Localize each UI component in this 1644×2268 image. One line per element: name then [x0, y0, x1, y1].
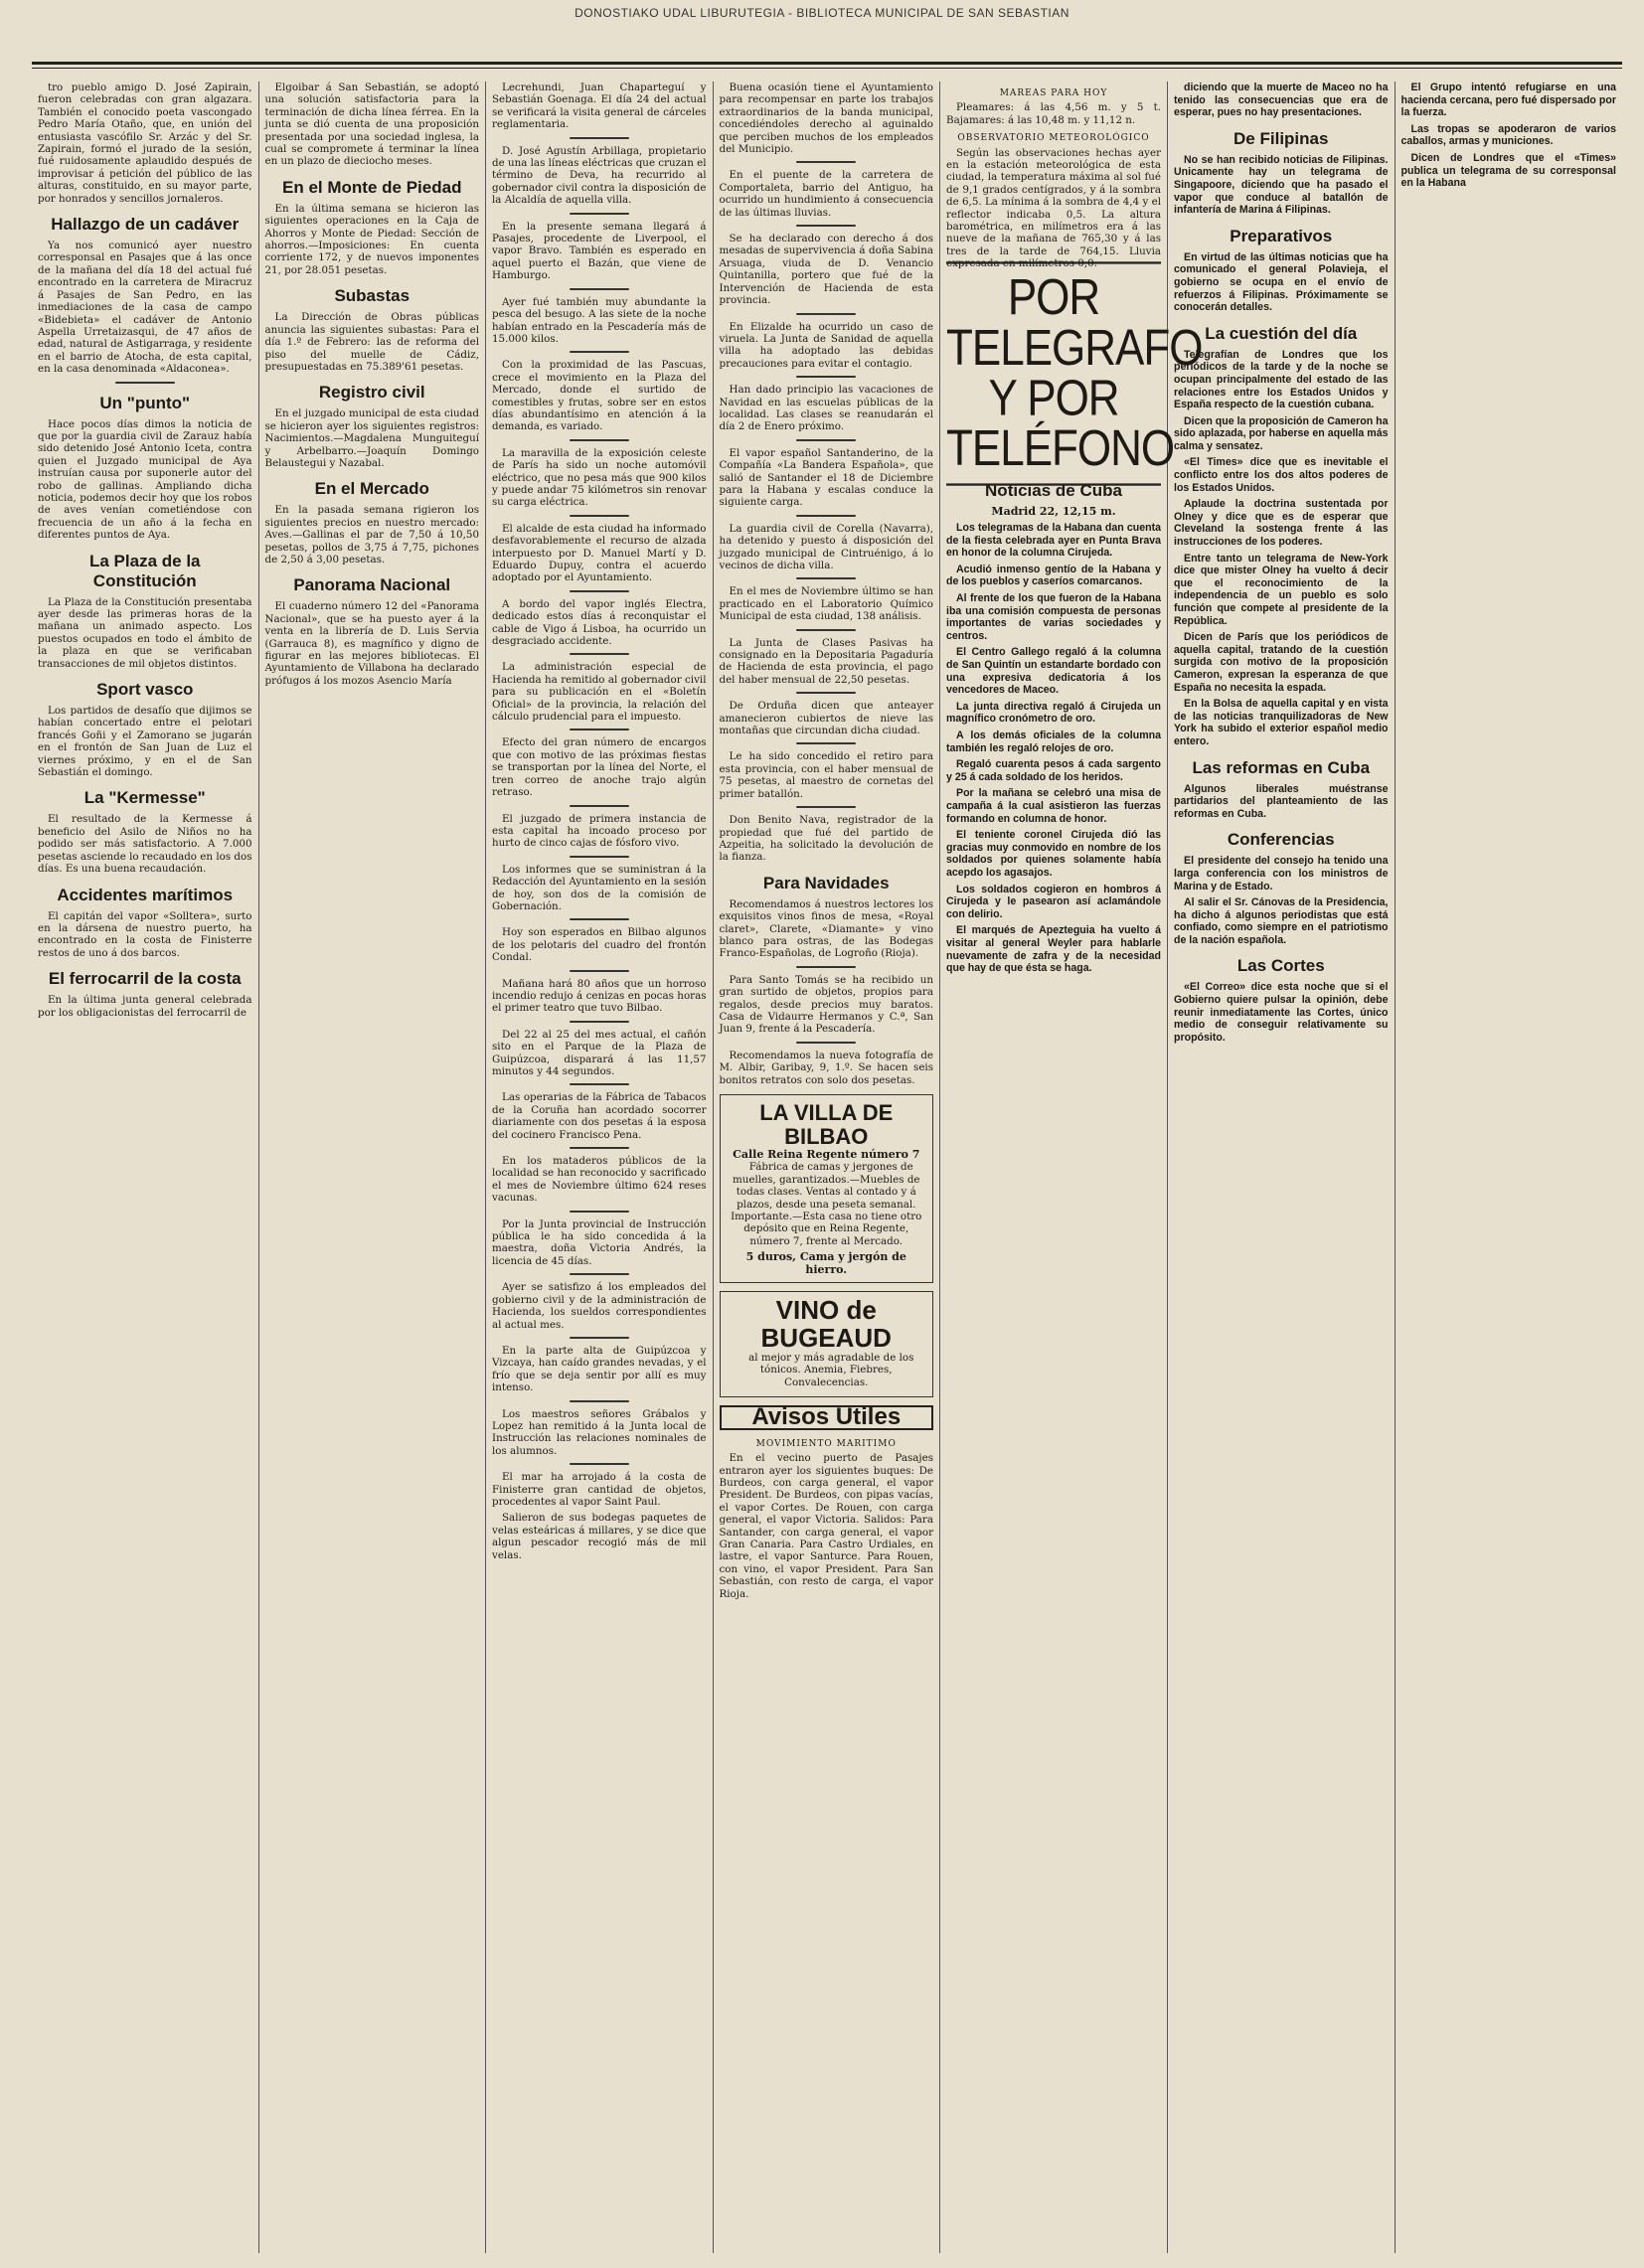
separator	[796, 1042, 856, 1044]
separator	[570, 970, 629, 972]
paragraph: Dicen que la proposición de Cameron ha sido aplazada, por haberse en aquella más calma y sensatez.	[1174, 414, 1389, 452]
paragraph: El capitán del vapor «Solltera», surto en la dársena de nuestro puerto, ha encontrado en la costa de Finisterre restos de uno á dos barcos.	[38, 909, 252, 959]
paragraph: Elgoibar á San Sebastián, se adoptó una solución satisfactoria para la terminación de dicha línea férrea. En la junta se dió cuenta de una proposición presentada por una sociedad inglesa, la cual se compromete á terminar la línea en un plazo de dieciocho meses.	[264, 81, 479, 168]
paragraph: Dicen de París que los periódicos de aquella capital, tratando de la cuestión surgida con motivo de la proposición Cameron, expresan la esperanza de que España no necesita la espada.	[1174, 631, 1389, 694]
paragraph: Los informes que se suministran á la Redacción del Ayuntamiento en la sesión de hoy, son dos de la comisión de Gobernación.	[492, 863, 707, 912]
headline: Para Navidades	[762, 873, 890, 892]
separator	[796, 439, 856, 441]
paragraph: A bordo del vapor inglés Electra, dedicado estos días á reconquistar el cable de Vigo á Lisboa, ha ocurrido un desgraciado accidente.	[492, 597, 707, 648]
separator	[570, 515, 629, 517]
paragraph: En el puente de la carretera de Comportaleta, barrio del Antiguo, ha ocurrido un hundimiento á consecuencia de las últimas lluvias.	[719, 169, 933, 219]
paragraph: Según las observaciones hechas ayer en la estación meteorológica de esta ciudad, la temperatura máxima al sol fué de 9,1 grados centígrados, y á la sombra de 6,5. La mínima á la sombra de 4,4 y el reflector indicaba 0,5. La altura barométrica, en milímetros era á las nueve de la mañana de 765,30 y á las tres de la tarde de 764,15. Lluvia expresada en milímetros 0,0.	[946, 146, 1161, 270]
ad-text: Fábrica de camas y jergones de muelles, garantizados.—Muebles de todas clases. Ventas al contado y á plazos, desde una peseta semanal. Importante.—Esta casa no tiene otro depósito que en Reina Regente, número 7, frente al Mercado.	[731, 1161, 922, 1247]
separator	[570, 856, 629, 858]
paragraph: Para Santo Tomás se ha recibido un gran surtido de objetos, propios para regalos, desde precios muy baratos. Casa de Vidaurre Hermanos y C.ª, San Juan 9, frente á la Pescadería.	[719, 973, 933, 1036]
paragraph: El cuaderno número 12 del «Panorama Nacional», que se ha puesto ayer á la venta en la librería de D. Luis Servia (Garrauca 8), es magnífico y digno de figurar en las mejores bibliotecas. El Ayuntamiento de Villabona ha declarado prófugos á los mozos Asencio María	[264, 600, 479, 687]
separator	[570, 1021, 629, 1023]
dateline: Madrid 22, 12,15 m.	[991, 504, 1116, 518]
paragraph: En el vecino puerto de Pasajes entraron ayer los siguientes buques: De Burdeos, con carga general, el vapor President. De Burdeos, con pipas vacías, el vapor Cortes. De Rouen, con carga general, el vapor Victoria. Salidos: Para Santander, con carga general, el vapor Gran Canaria. Para Castro Urdiales, en lastre, el vapor Santurce. Para Rouen, con vino, el vapor President. Para San Sebastián, con resto de carga, el vapor Rioja.	[719, 1452, 933, 1600]
telegram-block	[946, 522, 1161, 975]
paragraph: El marqués de Apezteguia ha vuelto á visitar al general Weyler para hablarle nuevamente de zafra y de la necesidad que hay de que ésta se haga.	[946, 924, 1161, 975]
paragraph: Aplaude la doctrina sustentada por Olney y dice que es de esperar que Cleveland la sostenga frente á las instrucciones de los poderes.	[1174, 498, 1389, 549]
separator	[570, 1083, 629, 1085]
paragraph: El mar ha arrojado á la costa de Finisterre gran cantidad de objetos, procedentes al vapor Saint Paul.	[492, 1471, 707, 1508]
headline: La Plaza de la Constitución	[89, 551, 201, 590]
paragraph: Regaló cuarenta pesos á cada sargento y 25 á cada soldado de los heridos.	[946, 758, 1161, 783]
paragraph: A los demás oficiales de la columna también les regaló relojes de oro.	[946, 729, 1161, 754]
ad-title: LA VILLA DE BILBAO	[759, 1100, 894, 1149]
paragraph: En los mataderos públicos de la localidad se han reconocido y sacrificado el mes de Noviembre último 624 reses vacunas.	[492, 1155, 707, 1205]
separator	[570, 1211, 629, 1213]
paragraph: Han dado principio las vacaciones de Navidad en las escuelas públicas de la localidad. Las clases se reanudarán el día 2 de Enero próximo.	[719, 384, 933, 433]
separator	[570, 729, 629, 730]
separator	[796, 161, 856, 163]
paragraph: Salieron de sus bodegas paquetes de velas esteáricas á millares, y se dice que algun pescador recogió más de mil velas.	[492, 1512, 707, 1561]
separator	[570, 137, 629, 139]
column-5	[940, 81, 1203, 2253]
paragraph: En la parte alta de Guipúzcoa y Vizcaya, han caído grandes nevadas, y el frío que se deja sentir por allí es muy intenso.	[492, 1344, 707, 1394]
paragraph: La maravilla de la exposición celeste de París ha sido un noche automóvil eléctrico, que no pesa más que 900 kilos y puede andar 75 kilómetros sin renovar su carga eléctrica.	[492, 446, 707, 509]
ad-price: 5 duros, Cama y jergón de hierro.	[745, 1250, 906, 1276]
paragraph: El presidente del consejo ha tenido una larga conferencia con los ministros de Marina y de Estado.	[1174, 855, 1389, 892]
headline: El ferrocarril de la costa	[48, 969, 242, 989]
separator	[570, 653, 629, 655]
separator	[796, 966, 856, 968]
archive-watermark: DONOSTIAKO UDAL LIBURUTEGIA - BIBLIOTECA MUNICIPAL DE SAN SEBASTIAN	[575, 6, 1069, 20]
paragraph: En la Bolsa de aquella capital y en vista de las noticias tranquilizadoras de New York ha subido el exterior español medio entero.	[1174, 698, 1389, 747]
paragraph: Ayer se satisfizo á los empleados del gobierno civil y de la administración de Hacienda, los sueldos correspondientes al actual mes.	[492, 1281, 707, 1331]
paragraph: En la última semana se hicieron las siguientes operaciones en la Caja de Ahorros y Monte de Piedad: Sección de ahorros.—Imposiciones: En cuenta corriente 172, y de nuevos imponentes 21, por 28.051 pesetas.	[264, 202, 479, 276]
ad-subtitle: Calle Reina Regente número 7	[733, 1148, 920, 1161]
paragraph: Recomendamos á nuestros lectores los exquisitos vinos finos de mesa, «Royal claret», Clarete, «Diamante» y vino blanco para ostras, de las Bodegas Franco-Españolas, de Logroño (Rioja).	[719, 897, 933, 960]
paragraph: Del 22 al 25 del mes actual, el cañón sito en el Parque de la Plaza de Guipúzcoa, disparará á las 11,57 minutos y 44 segundos.	[492, 1028, 707, 1077]
headline: Sport vasco	[96, 680, 194, 700]
paragraph: Al frente de los que fueron de la Habana iba una comisión compuesta de personas importantes de varias sociedades y centros.	[946, 592, 1161, 642]
headline: Panorama Nacional	[293, 575, 451, 595]
paragraph: Telegrafían de Londres que los periódicos de la tarde y de la noche se ocupan principalmente del estado de las relaciones entre los Estados Unidos y España respecto de la cuestión cubana.	[1174, 348, 1389, 411]
paragraph: La administración especial de Hacienda ha remitido al gobernador civil para su publicación en el «Boletín Oficial» de la provincia, la relación del cálculo prudencial para el impuesto.	[492, 661, 707, 724]
separator	[570, 1337, 629, 1339]
paragraph: Las operarias de la Fábrica de Tabacos de la Coruña han acordado socorrer diariamente con dos pesetas á la esposa del cocinero Francisco Pena.	[492, 1091, 707, 1141]
headline: Conferencias	[1227, 830, 1335, 850]
paragraph: «El Correo» dice esta noche que si el Gobierno quiere pulsar la opinión, debe reunir inmediatamente las Cortes, único medio de conseguir relativamente su propósito.	[1174, 981, 1389, 1044]
paragraph: El resultado de la Kermesse á beneficio del Asilo de Niños no ha podido ser más satisfactorio. A 7.000 pesetas asciende lo recaudado en los dos días. Es una buena recaudación.	[38, 813, 252, 876]
section-subhead: OBSERVATORIO METEOROLÓGICO	[957, 133, 1150, 144]
paragraph: Recomendamos la nueva fotografía de M. Albir, Garibay, 9, 1.º. Se hacen seis bonitos retratos con solo dos pesetas.	[719, 1049, 933, 1086]
paragraph: Por la Junta provincial de Instrucción pública le ha sido concedida á la maestra, doña Victoria Andrés, la licencia de 45 días.	[492, 1217, 707, 1267]
paragraph: diciendo que la muerte de Maceo no ha tenido las consecuencias que era de esperar, pues no hay presentaciones.	[1174, 81, 1389, 119]
paragraph: Acudió inmenso gentío de la Habana y de los pueblos y caseríos comarcanos.	[946, 563, 1161, 588]
paragraph: Los telegramas de la Habana dan cuenta de la fiesta celebrada ayer en Punta Brava en honor de la columna Cirujeda.	[946, 522, 1161, 560]
paragraph: La Plaza de la Constitución presentaba ayer desde las primeras horas de la mañana un animado aspecto. Los puestos ocupados en todo el ámbito de la plaza en que se verificaban transacciones de mil objetos distintos.	[38, 595, 252, 670]
paragraph: En el mes de Noviembre último se han practicado en el Laboratorio Químico Municipal de esta ciudad, 138 análisis.	[719, 585, 933, 623]
paragraph: En el juzgado municipal de esta ciudad se hicieron ayer los siguientes registros: Nacimientos.—Magdalena Munguiteguí y Arbelbarro.—Joaquín Domingo Belaustegui y Nazabal.	[264, 407, 479, 469]
banner-line-2: Y POR TELÉFONO	[946, 370, 1175, 477]
paragraph: Le ha sido concedido el retiro para esta provincia, con el haber mensual de 75 pesetas, al maestro de cornetas del primer batallón.	[719, 750, 933, 800]
paragraph: Los soldados cogieron en hombros á Cirujeda y le pasearon así aclamándole con delirio.	[946, 883, 1161, 920]
separator	[796, 515, 856, 517]
paragraph: Ya nos comunicó ayer nuestro corresponsal en Pasajes que á las once de la mañana del día 18 del actual fué encontrado en la carretera de Miracruz á Pasajes de San Pedro, en las inmediaciones de la casa de campo «Bidebieta» el cadáver de Antonio Aspella Urretaizasqui, de 47 años de edad, natural de Astigarraga, y residente en el barrio de Atocha, de esta capital, en la casa denominada «Aldaconea».	[38, 240, 252, 376]
paragraph: La junta directiva regaló á Cirujeda un magnífico cronómetro de oro.	[946, 700, 1161, 726]
headline: La cuestión del día	[1205, 323, 1358, 343]
paragraph: Las tropas se apoderaron de varios caballos, armas y municiones.	[1400, 122, 1616, 148]
paragraph: Con la proximidad de las Pascuas, crece el movimiento en la Plaza del Mercado, donde el surtido de comestibles y frutas, sobre ser en estos días abundantísimo en atención á la demanda, es variado.	[492, 359, 707, 433]
paragraph: El juzgado de primera instancia de esta capital ha incoado proceso por hurto de cinco cajas de fósforo vivo.	[492, 812, 707, 850]
paragraph: Don Benito Nava, registrador de la propiedad que fué del partido de Azpeitia, ha solicitado la devolución de la fianza.	[719, 814, 933, 864]
paragraph: En Elizalde ha ocurrido un caso de viruela. La Junta de Sanidad de aquella villa ha adoptado las debidas precauciones para evitar el contagio.	[719, 320, 933, 370]
paragraph: El vapor español Santanderino, de la Compañía «La Bandera Española», que salió de Santander el 18 de Diciembre para la Habana y escalas conduce la siguiente carga.	[719, 446, 933, 509]
separator	[570, 590, 629, 592]
separator	[796, 806, 856, 808]
headline: Accidentes marítimos	[57, 885, 234, 904]
headline: Noticias de Cuba	[985, 480, 1122, 500]
separator	[570, 1147, 629, 1149]
paragraph: Por la mañana se celebró una misa de campaña á la cual asistieron las fuerzas formando en columna de honor.	[946, 787, 1161, 825]
separator	[570, 439, 629, 441]
paragraph: D. José Agustín Arbillaga, propietario de una las líneas eléctricas que cruzan el término de Deva, ha recurrido al gobernador civil contra la disposición de la Alcaldía de aquella villa.	[492, 144, 707, 207]
top-rule-thin	[32, 68, 1622, 69]
paragraph: Entre tanto un telegrama de New-York dice que mister Olney ha vuelto á decir que el reconocimiento de la independencia de un pueblo es solo función que compete al presidente de la República.	[1174, 552, 1389, 627]
paragraph: Al salir el Sr. Cánovas de la Presidencia, ha dicho á algunos periodistas que está confiado, como siempre en el patriotismo de la nación española.	[1174, 896, 1389, 946]
headline: Hallazgo de un cadáver	[51, 215, 240, 235]
paragraph: Se ha declarado con derecho á dos mesadas de supervivencia á doña Sabina Arsuaga, viuda de D. Venancio Quintanilla, portero que fué de la Intervención de Hacienda de esta provincia.	[719, 233, 933, 307]
separator	[796, 376, 856, 378]
headline: En el Monte de Piedad	[282, 177, 462, 197]
top-rule	[32, 62, 1622, 65]
paragraph: Efecto del gran número de encargos que con motivo de las próximas fiestas se transportan por la línea del Norte, el tren correo de anoche trajo algún retraso.	[492, 736, 707, 799]
telegraph-banner	[946, 261, 1203, 485]
headline: Las Cortes	[1236, 956, 1325, 976]
paragraph: La guardia civil de Corella (Navarra), ha detenido y puesto á disposición del juzgado municipal de Cintruénigo, á lo vecinos de dicha villa.	[719, 522, 933, 571]
paragraph: Ayer fué también muy abundante la pesca del besugo. A las siete de la noche habían entrado en la Pescadería más de 15.000 kilos.	[492, 295, 707, 345]
banner-line-1: POR TELEGRAFO	[946, 269, 1203, 376]
separator	[796, 629, 856, 631]
paragraph: Algunos liberales muéstranse partidarios del planteamiento de las reformas en Cuba.	[1174, 782, 1389, 820]
separator	[570, 1463, 629, 1465]
separator	[570, 213, 629, 215]
column-3	[486, 81, 714, 2253]
paragraph: En la última junta general celebrada por los obligacionistas del ferrocarril de	[38, 994, 252, 1019]
paragraph: La Dirección de Obras públicas anuncia las siguientes subastas: Para el día 1.º de Febrero: las de reforma del piso del muelle de Cádiz, presupuestadas en 75.389'61 pesetas.	[264, 311, 479, 373]
separator	[796, 577, 856, 579]
column-4	[714, 81, 941, 2253]
advertisement-villa-bilbao	[720, 1094, 934, 1283]
paragraph: Los maestros señores Grábalos y Lopez han remitido á la Junta local de Instrucción las relaciones nominales de los alumnos.	[492, 1407, 707, 1457]
paragraph: No se han recibido noticias de Filipinas. Unicamente hay un telegrama de Singapoore, diciendo que ha pasado el vapor que conduce al batallón de infantería de Marina á Filipinas.	[1174, 153, 1389, 217]
paragraph: tro pueblo amigo D. José Zapirain, fueron celebradas con gran algazara. También el conocido poeta vascongado Pedro María Otaño, que, en unión del entusiasta vascófilo Sr. Arzác y del Sr. Zapirain, formó el jurado de la sesión, fué ruidosamente aplaudido después de improvisar á petición del público de las alturas, constituido, en su mayor parte, por honrados y sencillos jornaleros.	[38, 81, 252, 205]
paragraph: Hace pocos días dimos la noticia de que por la guardia civil de Zarauz había sido detenido José Antonio Iceta, contra quien el Juzgado municipal de Aya instruían causa por suponerle autor del robo de gallinas. Ampliando dicha noticia, podemos decir hoy que los robos de aves venían cometiéndose con frecuencia de un año á la fecha en diferentes puntos de Aya.	[38, 417, 252, 542]
headline: De Filipinas	[1233, 128, 1329, 148]
separator	[796, 692, 856, 694]
paragraph: El teniente coronel Cirujeda dió las gracias muy conmovido en nombre de los soldados por quienes solamente había acepdo los agasajos.	[946, 829, 1161, 879]
paragraph: Mañana hará 80 años que un horroso incendio redujo á cenizas en pocas horas el primer teatro que tuvo Bilbao.	[492, 977, 707, 1015]
column-6	[1168, 81, 1396, 2253]
separator	[570, 1400, 629, 1402]
separator	[570, 918, 629, 920]
column-2	[259, 81, 487, 2253]
paragraph: Lecrehundi, Juan Chaparteguí y Sebastián Goenaga. El día 24 del actual se verificará la visita general de cárceles reglamentaria.	[492, 81, 707, 131]
headline: Registro civil	[318, 383, 425, 403]
headline: Subastas	[334, 286, 411, 306]
paragraph: El alcalde de esta ciudad ha informado desfavorablemente el recurso de alzada interpuesto por D. Manuel Martí y D. Eduardo Dupuy, contra el acuerdo adoptado por el Ayuntamiento.	[492, 522, 707, 584]
paragraph: El Grupo intentó refugiarse en una hacienda cercana, pero fué dispersado por la fuerza.	[1400, 81, 1616, 119]
headline: Un "punto"	[99, 393, 191, 412]
column-7	[1396, 81, 1623, 2253]
separator	[570, 1273, 629, 1275]
column-1	[32, 81, 259, 2253]
paragraph: Buena ocasión tiene el Ayuntamiento para recompensar en parte los trabajos extraordinarios de la banda municipal, concediéndoles derecho al aguinaldo que perciben muchos de los empleados del Municipio.	[719, 81, 933, 156]
headline: La "Kermesse"	[83, 788, 206, 808]
separator	[570, 351, 629, 353]
paragraph: El Centro Gallego regaló á la columna de San Quintín un estandarte bordado con una expresiva dedicatoria á los vencedores de Maceo.	[946, 646, 1161, 697]
paragraph: Hoy son esperados en Bilbao algunos de los pelotaris del cuadro del frontón Condal.	[492, 926, 707, 964]
ad-text: al mejor y más agradable de los tónicos. Anemia, Fiebres, Convalecencias.	[748, 1352, 914, 1388]
section-subhead: MOVIMIENTO MARITIMO	[755, 1438, 897, 1449]
newspaper-columns	[32, 81, 1622, 2253]
avisos-utiles-header: Avisos Utiles	[720, 1405, 934, 1429]
paragraph: «El Times» dice que es inevitable el conflicto entre los dos altos poderes de los Estados Unidos.	[1174, 456, 1389, 494]
paragraph: En la presente semana llegará á Pasajes, procedente de Liverpool, el vapor Bravo. También es esperado en aquel puerto el Bazán, que viene de Hamburgo.	[492, 220, 707, 282]
headline: Preparativos	[1230, 226, 1333, 245]
paragraph: La Junta de Clases Pasivas ha consignado en la Depositaria Pagaduría de Hacienda de esta provincia, el pago del haber mensual de 22,50 pesetas.	[719, 636, 933, 686]
paragraph: En la pasada semana rigieron los siguientes precios en nuestro mercado: Aves.—Gallinas el par de 7,50 á 10,50 pesetas, pollos de 3,75 á 7,75, pichones de 2,50 á 3,00 pesetas.	[264, 504, 479, 566]
ad-title: VINO de BUGEAUD	[760, 1295, 892, 1354]
paragraph: Pleamares: á las 4,56 m. y 5 t. Bajamares: á las 10,48 m. y 11,12 n.	[946, 101, 1161, 126]
separator	[796, 313, 856, 315]
separator	[570, 288, 629, 290]
separator	[115, 382, 175, 384]
paragraph: Dicen de Londres que el «Times» publica un telegrama de su corresponsal en la Habana	[1400, 151, 1616, 190]
advertisement-vino-bugeaud	[720, 1291, 934, 1397]
paragraph: Los partidos de desafío que dijimos se habían concertado entre el pelotari francés Goñi y el Zamorano se jugarán en el frontón de San Juan de Luz el viernes próximo, y en el de San Sebastián el domingo.	[38, 705, 252, 779]
headline: Las reformas en Cuba	[1192, 757, 1371, 777]
separator	[570, 805, 629, 807]
separator	[796, 225, 856, 227]
paragraph: De Orduña dicen que anteayer amanecieron cubiertos de nieve las montañas que circundan dicha ciudad.	[719, 700, 933, 737]
section-subhead: MAREAS PARA HOY	[999, 88, 1108, 98]
separator	[796, 742, 856, 744]
headline: En el Mercado	[314, 479, 429, 499]
paragraph: En virtud de las últimas noticias que ha comunicado el general Polavieja, el gobierno se ocupa en el envío de refuerzos á Filipinas. Próximamente se conocerán detalles.	[1174, 250, 1389, 314]
